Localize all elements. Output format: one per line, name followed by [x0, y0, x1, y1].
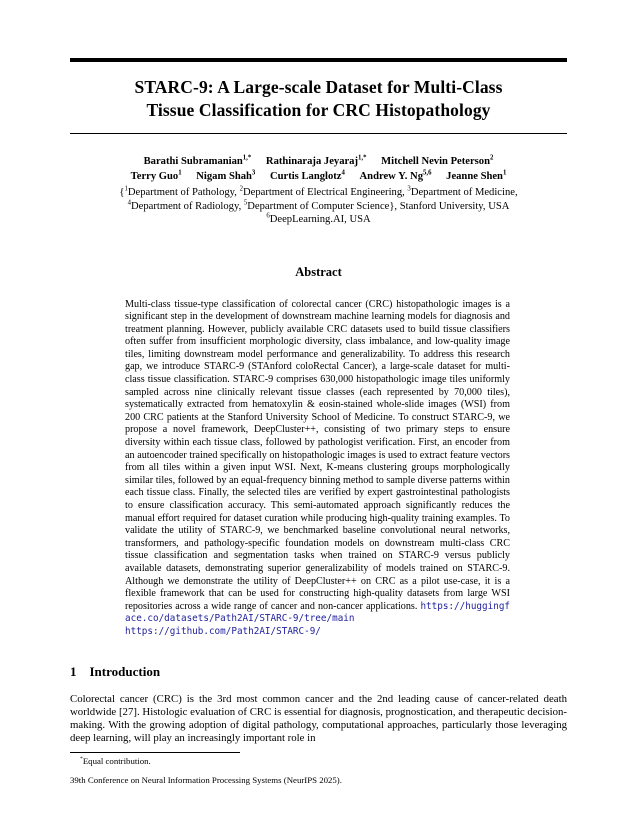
- author-rathinaraja-jeyaraj: Rathinaraja Jeyaraj$^{1,*}$: [265, 154, 367, 167]
- abstract-text: Multi-class tissue-type classification of colorectal cancer (CRC) histopathologic images is a significant step in the development of downstream machine learning models for diagnosis and treatment planning. However, publicly available CRC datasets used to build tissue classifiers often suffer from insufficient morphologic diversity, class imbalance, and low-quality image tiles, limiting downstream model performance and generalizability. To address this research gap, we introduce STARC-9 (STAnford coloRectal Cancer), a large-scale dataset for multi-class tissue classification. STARC-9 comprises 630,000 histopathologic image tiles uniformly sampled across nine clinically relevant tissue classes (each represented by 70,000 tiles), systematically extracted from hematoxylin & eosin-stained whole-slide images (WSI) from 200 CRC patients at the Stanford University School of Medicine. To construct STARC-9, we propose a novel framework, DeepCluster++, consisting of two primary steps to ensure diversity within each tissue class, followed by pathologist verification. First, an encoder from an autoencoder trained specifically on histopathologic images is used to extract feature vectors from all tiles within a given input WSI. Next, K-means clustering groups morphologically similar tiles, followed by an equal-frequency binning method to sample diverse patterns within each tissue class. Finally, the selected tiles are verified by expert gastrointestinal pathologists to ensure classification accuracy. This semi-automated approach significantly reduces the manual effort required for dataset curation while producing high-quality training examples. To validate the utility of STARC-9, we benchmarked baseline convolutional neural networks, transformers, and pathology-specific foundation models on downstream multi-class CRC tissue classification and segmentation tasks when trained on STARC-9 versus publicly available datasets, demonstrating superior generalizability of models trained on STARC-9. Although we demonstrate the utility of DeepCluster++ on CRC as a pilot use-case, it is a flexible framework that can be used for constructing high-quality datasets from large WSI repositories across a wide range of cancer and non-cancer applications.: [125, 298, 510, 612]
- section-title: Introduction: [89, 663, 161, 679]
- abstract-body: [125, 299, 510, 639]
- huggingface-dataset-link[interactable]: https://huggingface.co/datasets/Path2AI/STARC-9/tree/main: [125, 600, 511, 625]
- title-rule-top: [70, 58, 567, 62]
- author-andrew-y-ng: Andrew Y. Ng$^{5,6}$: [359, 168, 432, 182]
- section-number: 1: [70, 663, 77, 679]
- author-line-2: [70, 170, 567, 185]
- author-terry-guo: Terry Guo$^1$: [130, 168, 182, 182]
- paper-title-line1: STARC-9: A Large-scale Dataset for Multi-Class: [134, 77, 503, 97]
- paper-content-column: [70, 0, 567, 785]
- affiliation-line-1: {$^1$Department of Pathology, $^2$Department of Electrical Engineering, $^3$Department of Medicine,: [119, 185, 518, 198]
- affiliation-block: [70, 186, 567, 227]
- conference-footer: 39th Conference on Neural Information Processing Systems (NeurIPS 2025).: [70, 774, 342, 785]
- abstract-heading: Abstract: [295, 264, 342, 279]
- footnote-equal-contribution: *Equal contribution.: [80, 755, 151, 766]
- paper-title-line2: Tissue Classification for CRC Histopathology: [146, 99, 491, 120]
- title-rule-bottom: [70, 133, 567, 135]
- author-nigam-shah: Nigam Shah$^3$: [196, 168, 256, 182]
- affiliation-line-3: $^6$DeepLearning.AI, USA: [266, 212, 371, 225]
- author-barathi-subramanian: Barathi Subramanian$^{1,*}$: [143, 154, 252, 167]
- author-curtis-langlotz: Curtis Langlotz$^4$: [269, 168, 345, 182]
- author-block: [70, 155, 567, 227]
- author-line-1: [70, 155, 567, 170]
- paper-title: [70, 76, 567, 122]
- author-mitchell-nevin-peterson: Mitchell Nevin Peterson$^2$: [381, 154, 494, 167]
- intro-paragraph: Colorectal cancer (CRC) is the 3rd most common cancer and the 2nd leading cause of cancer-related death worldwide [27]. Histologic evaluation of CRC is essential for diagnosis, prognostication, and therapeutic decision-making. With the growing adoption of digital pathology, computational approaches, particularly those leveraging deep learning, will play an increasingly important role in: [70, 692, 567, 744]
- github-repo-link[interactable]: https://github.com/Path2AI/STARC-9/: [125, 625, 321, 637]
- footnote-rule: [70, 752, 240, 753]
- section-heading-introduction: [70, 664, 567, 680]
- affiliation-line-2: $^4$Department of Radiology, $^5$Department of Computer Science}, Stanford University, USA: [127, 198, 510, 212]
- author-jeanne-shen: Jeanne Shen$^1$: [446, 168, 507, 182]
